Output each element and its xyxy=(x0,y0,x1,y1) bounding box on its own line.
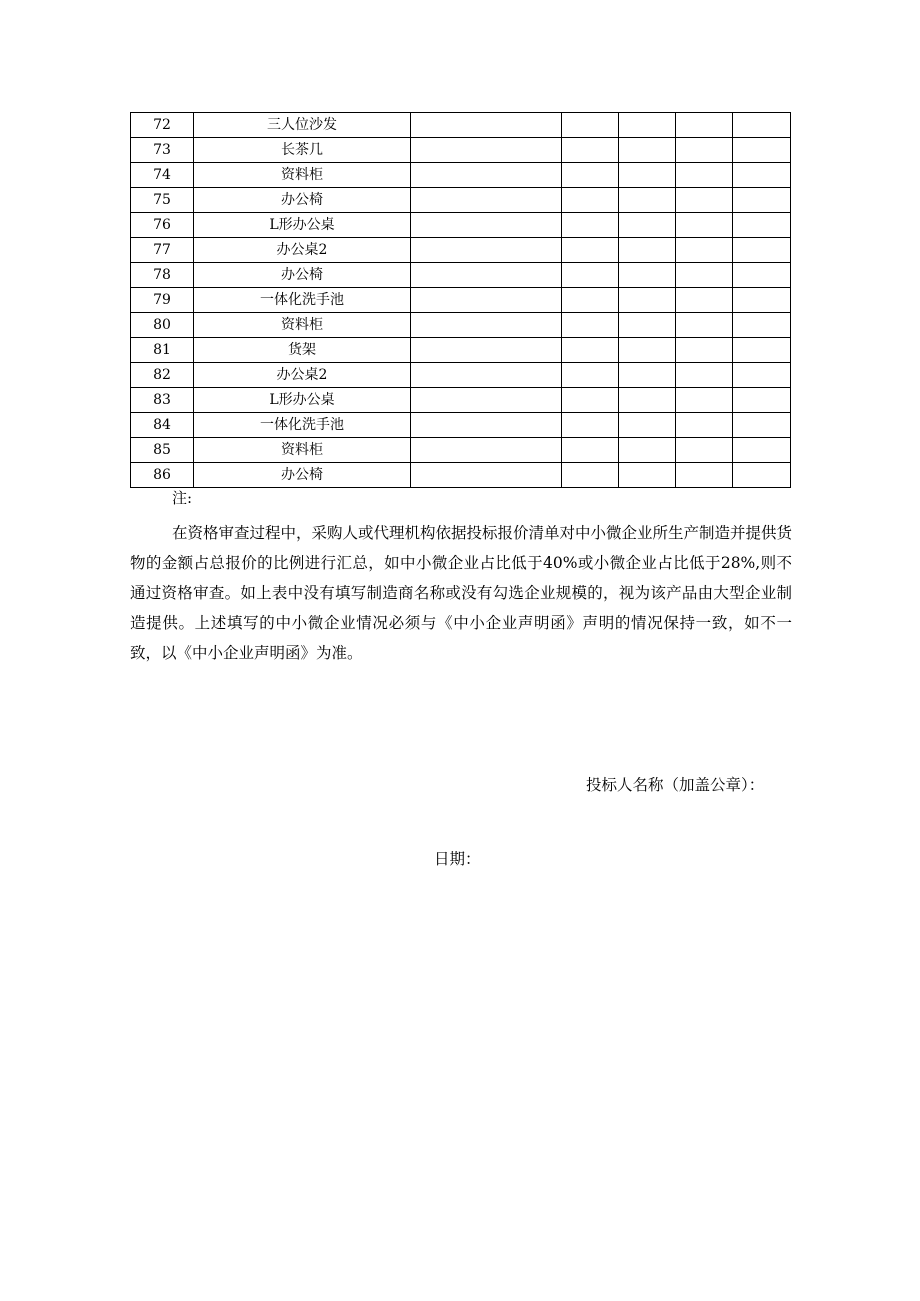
table-row xyxy=(131,388,791,413)
product-name-cell: 办公桌2 xyxy=(194,363,411,388)
empty-cell xyxy=(619,138,676,163)
product-table xyxy=(130,112,791,488)
empty-cell xyxy=(733,463,791,488)
empty-cell xyxy=(676,213,733,238)
table-row xyxy=(131,163,791,188)
empty-cell xyxy=(619,463,676,488)
empty-cell xyxy=(619,363,676,388)
empty-cell xyxy=(733,413,791,438)
table-row xyxy=(131,138,791,163)
empty-cell xyxy=(411,238,562,263)
empty-cell xyxy=(733,113,791,138)
row-number-cell: 76 xyxy=(131,213,194,238)
empty-cell xyxy=(562,238,619,263)
empty-cell xyxy=(411,213,562,238)
row-number-cell: 80 xyxy=(131,313,194,338)
row-number-cell: 72 xyxy=(131,113,194,138)
row-number-cell: 85 xyxy=(131,438,194,463)
empty-cell xyxy=(676,313,733,338)
row-number-cell: 73 xyxy=(131,138,194,163)
product-name-cell: 资料柜 xyxy=(194,163,411,188)
row-number-cell: 79 xyxy=(131,288,194,313)
empty-cell xyxy=(562,113,619,138)
empty-cell xyxy=(676,463,733,488)
empty-cell xyxy=(733,438,791,463)
empty-cell xyxy=(619,388,676,413)
product-name-cell: 三人位沙发 xyxy=(194,113,411,138)
table-row xyxy=(131,413,791,438)
table-row xyxy=(131,338,791,363)
row-number-cell: 83 xyxy=(131,388,194,413)
empty-cell xyxy=(619,288,676,313)
product-name-cell: 办公椅 xyxy=(194,463,411,488)
product-name-cell: 办公椅 xyxy=(194,188,411,213)
empty-cell xyxy=(411,363,562,388)
empty-cell xyxy=(733,338,791,363)
row-number-cell: 74 xyxy=(131,163,194,188)
table-row xyxy=(131,263,791,288)
empty-cell xyxy=(676,363,733,388)
empty-cell xyxy=(733,288,791,313)
empty-cell xyxy=(676,438,733,463)
empty-cell xyxy=(733,188,791,213)
empty-cell xyxy=(411,313,562,338)
empty-cell xyxy=(676,413,733,438)
product-name-cell: 资料柜 xyxy=(194,438,411,463)
row-number-cell: 84 xyxy=(131,413,194,438)
empty-cell xyxy=(562,138,619,163)
empty-cell xyxy=(562,263,619,288)
table-row xyxy=(131,438,791,463)
empty-cell xyxy=(676,388,733,413)
empty-cell xyxy=(676,238,733,263)
product-name-cell: 一体化洗手池 xyxy=(194,413,411,438)
empty-cell xyxy=(619,188,676,213)
empty-cell xyxy=(562,338,619,363)
empty-cell xyxy=(733,138,791,163)
empty-cell xyxy=(411,463,562,488)
empty-cell xyxy=(733,238,791,263)
empty-cell xyxy=(619,113,676,138)
empty-cell xyxy=(619,163,676,188)
table-row xyxy=(131,188,791,213)
empty-cell xyxy=(733,363,791,388)
empty-cell xyxy=(411,388,562,413)
empty-cell xyxy=(411,413,562,438)
empty-cell xyxy=(411,138,562,163)
empty-cell xyxy=(562,288,619,313)
product-name-cell: 货架 xyxy=(194,338,411,363)
empty-cell xyxy=(562,438,619,463)
empty-cell xyxy=(676,113,733,138)
empty-cell xyxy=(619,338,676,363)
empty-cell xyxy=(733,163,791,188)
empty-cell xyxy=(676,288,733,313)
row-number-cell: 86 xyxy=(131,463,194,488)
empty-cell xyxy=(411,288,562,313)
product-name-cell: 长茶几 xyxy=(194,138,411,163)
empty-cell xyxy=(619,438,676,463)
empty-cell xyxy=(562,313,619,338)
empty-cell xyxy=(411,338,562,363)
row-number-cell: 81 xyxy=(131,338,194,363)
table-row xyxy=(131,213,791,238)
table-row xyxy=(131,288,791,313)
table-row xyxy=(131,238,791,263)
table-row xyxy=(131,463,791,488)
row-number-cell: 78 xyxy=(131,263,194,288)
empty-cell xyxy=(676,138,733,163)
empty-cell xyxy=(411,438,562,463)
table-row xyxy=(131,363,791,388)
row-number-cell: 77 xyxy=(131,238,194,263)
empty-cell xyxy=(733,388,791,413)
date-label: 日期： xyxy=(434,850,481,868)
empty-cell xyxy=(562,413,619,438)
product-name-cell: 资料柜 xyxy=(194,313,411,338)
empty-cell xyxy=(733,263,791,288)
empty-cell xyxy=(562,163,619,188)
bidder-signature-label: 投标人名称（加盖公章）： xyxy=(586,776,765,794)
empty-cell xyxy=(619,238,676,263)
empty-cell xyxy=(733,213,791,238)
product-table-body xyxy=(131,113,791,488)
empty-cell xyxy=(676,263,733,288)
empty-cell xyxy=(562,188,619,213)
empty-cell xyxy=(619,413,676,438)
product-name-cell: L形办公桌 xyxy=(194,213,411,238)
empty-cell xyxy=(562,388,619,413)
empty-cell xyxy=(411,188,562,213)
note-label: 注: xyxy=(172,489,193,507)
table-row xyxy=(131,113,791,138)
product-name-cell: L形办公桌 xyxy=(194,388,411,413)
empty-cell xyxy=(619,263,676,288)
empty-cell xyxy=(733,313,791,338)
empty-cell xyxy=(562,463,619,488)
empty-cell xyxy=(619,313,676,338)
empty-cell xyxy=(411,113,562,138)
product-name-cell: 一体化洗手池 xyxy=(194,288,411,313)
empty-cell xyxy=(676,188,733,213)
empty-cell xyxy=(562,213,619,238)
row-number-cell: 75 xyxy=(131,188,194,213)
empty-cell xyxy=(562,363,619,388)
product-name-cell: 办公椅 xyxy=(194,263,411,288)
table-row xyxy=(131,313,791,338)
row-number-cell: 82 xyxy=(131,363,194,388)
empty-cell xyxy=(411,163,562,188)
product-name-cell: 办公桌2 xyxy=(194,238,411,263)
empty-cell xyxy=(676,338,733,363)
empty-cell xyxy=(619,213,676,238)
note-paragraph: 在资格审查过程中，采购人或代理机构依据投标报价清单对中小微企业所生产制造并提供货物的金额占总报价的比例进行汇总，如中小微企业占比低于40%或小微企业占比低于28%,则不通过资格审查。如上表中没有填写制造商名称或没有勾选企业规模的，视为该产品由大型企业制造提供。上述填写的中小微企业情况必须与《中小企业声明函》声明的情况保持一致，如不一致，以《中小企业声明函》为准。 xyxy=(130,524,793,662)
empty-cell xyxy=(676,163,733,188)
empty-cell xyxy=(411,263,562,288)
